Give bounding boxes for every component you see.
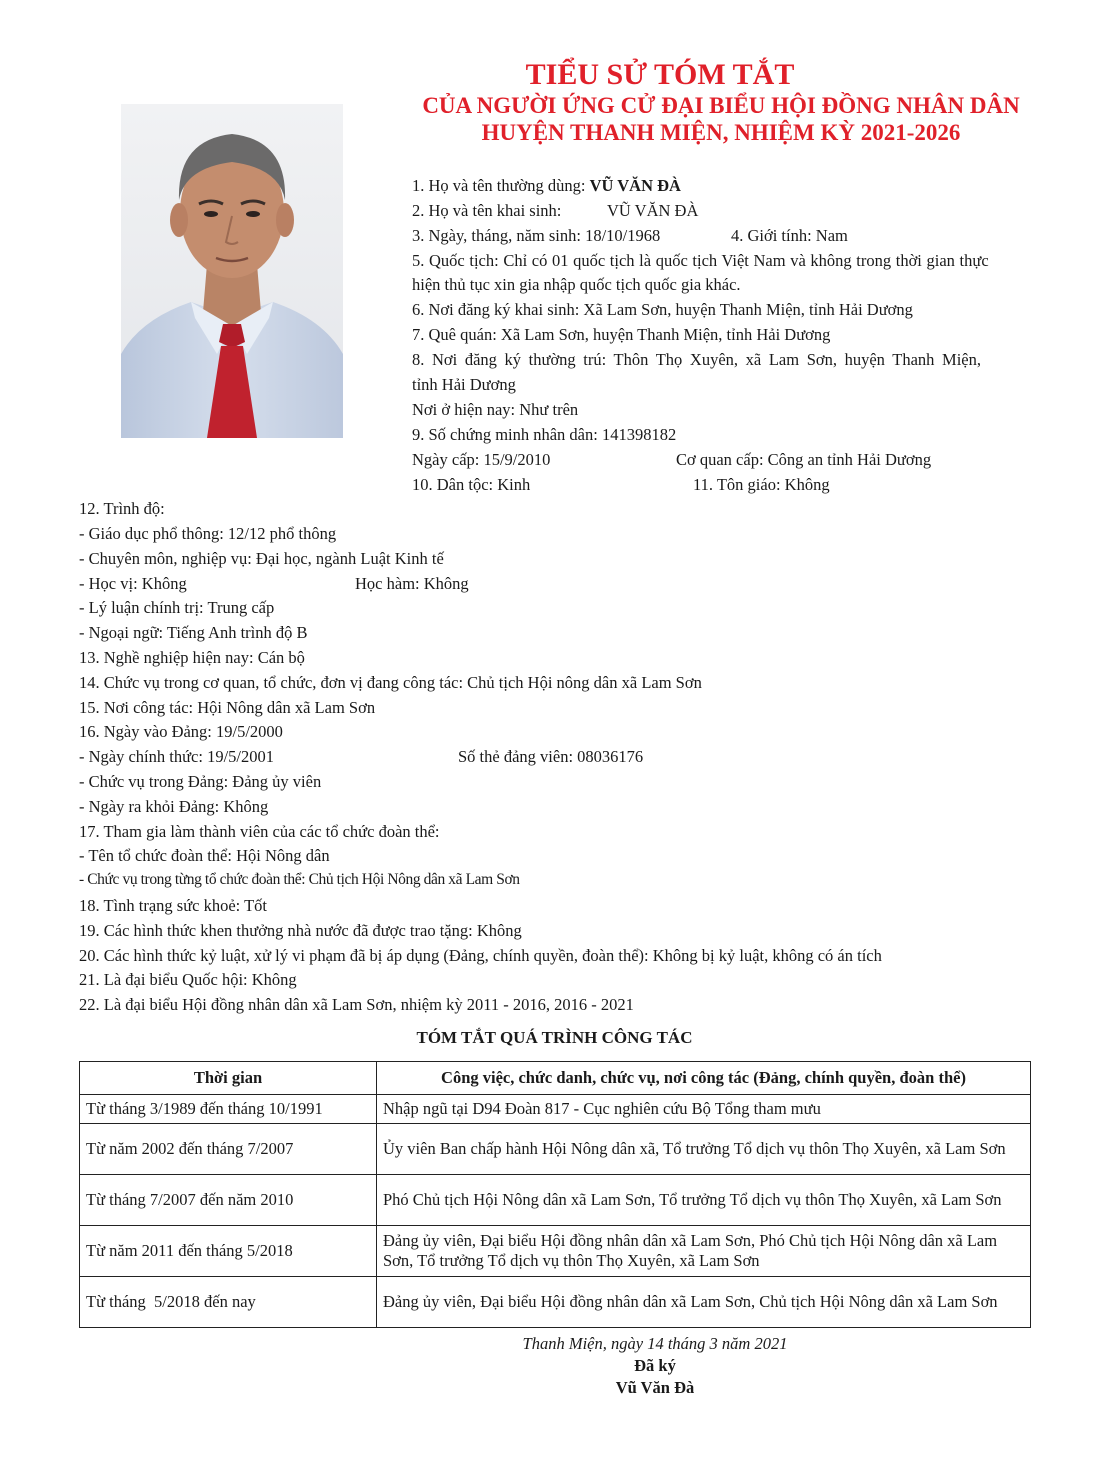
info-line-1 xyxy=(412,176,681,196)
organization-name: - Tên tổ chức đoàn thể: Hội Nông dân xyxy=(79,846,330,865)
table-header-row xyxy=(80,1062,1031,1095)
nationality-line-2: hiện thủ tục xin gia nhập quốc tịch quốc gia khác. xyxy=(412,275,741,294)
cell-job: Đảng ủy viên, Đại biểu Hội đồng nhân dân xã Lam Sơn, Chủ tịch Hội Nông dân xã Lam Sơn xyxy=(377,1277,1031,1328)
column-header-job: Công việc, chức danh, chức vụ, nơi công tác (Đảng, chính quyền, đoàn thể) xyxy=(377,1062,1031,1095)
education-heading: 12. Trình độ: xyxy=(79,499,165,518)
table-row xyxy=(80,1124,1031,1175)
current-occupation: 13. Nghề nghiệp hiện nay: Cán bộ xyxy=(79,648,305,667)
organizations-heading: 17. Tham gia làm thành viên của các tổ chức đoàn thể: xyxy=(79,822,440,841)
full-name-value: VŨ VĂN ĐÀ xyxy=(589,176,681,195)
cell-job: Đảng ủy viên, Đại biểu Hội đồng nhân dân xã Lam Sơn, Phó Chủ tịch Hội Nông dân xã Lam Sơn, Tổ trưởng Tổ dịch vụ thôn Thọ Xuyên, xã Lam Sơn xyxy=(377,1226,1031,1277)
document-subtitle-1: CỦA NGƯỜI ỨNG CỬ ĐẠI BIỂU HỘI ĐỒNG NHÂN DÂN xyxy=(422,93,1020,118)
work-history-table xyxy=(79,1061,1031,1328)
political-theory: - Lý luận chính trị: Trung cấp xyxy=(79,598,275,617)
column-header-time: Thời gian xyxy=(80,1062,377,1095)
birth-name-label: 2. Họ và tên khai sinh: xyxy=(412,201,562,220)
cell-job: Phó Chủ tịch Hội Nông dân xã Lam Sơn, Tổ trưởng Tổ dịch vụ thôn Thọ Xuyên, xã Lam Sơn xyxy=(377,1175,1031,1226)
id-issue-date: Ngày cấp: 15/9/2010 xyxy=(412,450,551,469)
nationality-line-1: 5. Quốc tịch: Chỉ có 01 quốc tịch là quốc tịch Việt Nam và không trong thời gian thực xyxy=(412,251,989,270)
current-position: 14. Chức vụ trong cơ quan, tổ chức, đơn vị đang công tác: Chủ tịch Hội nông dân xã Lam Sơn xyxy=(79,673,702,692)
foreign-language: - Ngoại ngữ: Tiếng Anh trình độ B xyxy=(79,623,308,642)
table-row xyxy=(80,1277,1031,1328)
current-residence: Nơi ở hiện nay: Như trên xyxy=(412,400,579,419)
party-join-date: 16. Ngày vào Đảng: 19/5/2000 xyxy=(79,722,283,741)
table-row xyxy=(80,1175,1031,1226)
birth-name-value: VŨ VĂN ĐÀ xyxy=(607,201,699,220)
general-education: - Giáo dục phổ thông: 12/12 phổ thông xyxy=(79,524,337,543)
professional-qualification: - Chuyên môn, nghiệp vụ: Đại học, ngành Luật Kinh tế xyxy=(79,549,444,568)
religion: 11. Tôn giáo: Không xyxy=(693,475,830,494)
table-row xyxy=(80,1095,1031,1124)
cell-job: Ủy viên Ban chấp hành Hội Nông dân xã, Tổ trưởng Tổ dịch vụ thôn Thọ Xuyên, xã Lam Sơn xyxy=(377,1124,1031,1175)
disciplinary-record: 20. Các hình thức kỷ luật, xử lý vi phạm đã bị áp dụng (Đảng, chính quyền, đoàn thể): Không bị kỷ luật, không có án tích xyxy=(79,946,882,965)
full-name-label: 1. Họ và tên thường dùng: xyxy=(412,176,590,195)
id-issuing-authority: Cơ quan cấp: Công an tỉnh Hải Dương xyxy=(676,450,932,469)
birth-registration-place: 6. Nơi đăng ký khai sinh: Xã Lam Sơn, huyện Thanh Miện, tỉnh Hải Dương xyxy=(412,300,913,319)
hometown: 7. Quê quán: Xã Lam Sơn, huyện Thanh Miện, tỉnh Hải Dương xyxy=(412,325,831,344)
awards: 19. Các hình thức khen thưởng nhà nước đã được trao tặng: Không xyxy=(79,921,522,940)
gender: 4. Giới tính: Nam xyxy=(731,226,848,245)
signature-place-date: Thanh Miện, ngày 14 tháng 3 năm 2021 xyxy=(522,1334,788,1353)
cell-time: Từ tháng 5/2018 đến nay xyxy=(80,1277,377,1328)
party-official-date: - Ngày chính thức: 19/5/2001 xyxy=(79,747,274,766)
permanent-residence-line-2: tỉnh Hải Dương xyxy=(412,375,516,394)
cell-time: Từ năm 2011 đến tháng 5/2018 xyxy=(80,1226,377,1277)
workplace: 15. Nơi công tác: Hội Nông dân xã Lam Sơn xyxy=(79,698,376,717)
portrait-illustration xyxy=(121,104,343,438)
signature-status: Đã ký xyxy=(634,1356,676,1375)
academic-degree: - Học vị: Không xyxy=(79,574,187,593)
organization-position: - Chức vụ trong từng tổ chức đoàn thể: Chủ tịch Hội Nông dân xã Lam Sơn xyxy=(79,871,520,888)
cell-time: Từ tháng 7/2007 đến năm 2010 xyxy=(80,1175,377,1226)
document-title: TIỂU SỬ TÓM TẮT xyxy=(525,58,795,91)
party-card-number: Số thẻ đảng viên: 08036176 xyxy=(458,747,644,766)
signature-name: Vũ Văn Đà xyxy=(615,1378,695,1397)
work-history-heading: TÓM TẮT QUÁ TRÌNH CÔNG TÁC xyxy=(416,1028,693,1047)
council-delegate-history: 22. Là đại biểu Hội đồng nhân dân xã Lam Sơn, nhiệm kỳ 2011 - 2016, 2016 - 2021 xyxy=(79,995,634,1014)
national-assembly-delegate: 21. Là đại biểu Quốc hội: Không xyxy=(79,970,297,989)
cell-time: Từ tháng 3/1989 đến tháng 10/1991 xyxy=(80,1095,377,1124)
document-subtitle-2: HUYỆN THANH MIỆN, NHIỆM KỲ 2021-2026 xyxy=(481,120,961,145)
table-row xyxy=(80,1226,1031,1277)
date-of-birth: 3. Ngày, tháng, năm sinh: 18/10/1968 xyxy=(412,226,661,245)
portrait-photo xyxy=(121,104,343,438)
ethnicity: 10. Dân tộc: Kinh xyxy=(412,475,531,494)
cell-job: Nhập ngũ tại D94 Đoàn 817 - Cục nghiên cứu Bộ Tổng tham mưu xyxy=(377,1095,1031,1124)
party-exit-date: - Ngày ra khỏi Đảng: Không xyxy=(79,797,269,816)
party-position: - Chức vụ trong Đảng: Đảng ủy viên xyxy=(79,772,322,791)
cell-time: Từ năm 2002 đến tháng 7/2007 xyxy=(80,1124,377,1175)
academic-title: Học hàm: Không xyxy=(355,574,469,593)
id-number: 9. Số chứng minh nhân dân: 141398182 xyxy=(412,425,677,444)
permanent-residence-line-1: 8. Nơi đăng ký thường trú: Thôn Thọ Xuyên, xã Lam Sơn, huyện Thanh Miện, xyxy=(412,350,981,369)
health-status: 18. Tình trạng sức khoẻ: Tốt xyxy=(79,896,267,915)
